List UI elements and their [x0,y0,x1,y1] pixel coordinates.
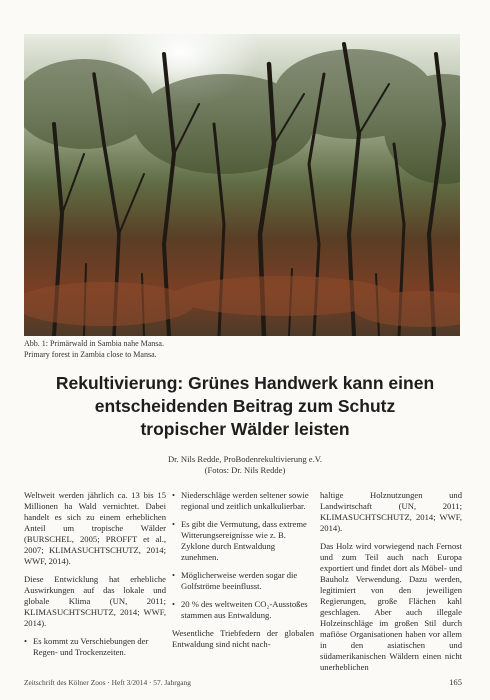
paragraph: Weltweit werden jährlich ca. 13 bis 15 Millionen ha Wald vernichtet. Dabei handelt es sich zu einem erheblichen Anteil um tropische Wälder (BURSCHEL, 2005; PROFFT et al., 2007; KLIMASUCHTSCHUTZ, 2014; WWF, 2014). [24,490,166,566]
headline-line-2: entscheidenden Beitrag zum Schutz [94,396,396,416]
bullet-icon: • [172,570,176,580]
paragraph: Diese Entwicklung hat erhebliche Auswirkungen auf das lokale und globale Klima (UN, 2011; KLIMASUCHTSCHUTZ, 2014; WWF, 2014). [24,574,166,628]
paragraph: Das Holz wird vorwiegend nach Fernost und zum Teil auch nach Europa exportiert und findet dort als Möbel- und Bauholz Verwendung. Dazu werden, legitimiert von den jeweiligen Regierungen, große Flächen kahl geschlagen. Aber auch illegale Holzeinschläge im großen Stil durch mafiöse Organisationen haben vor allem in den asiatischen und südamerikanischen Wäldern einen nicht unerheblichen [320,541,462,672]
bullet-icon: • [172,519,176,529]
bullet-list [24,636,166,658]
journal-info: Zeitschrift des Kölner Zoos · Heft 3/2014 · 57. Jahrgang [24,678,191,687]
text-column-1 [24,490,166,665]
list-item [24,636,166,658]
page-number: 165 [449,677,462,687]
text-column-3 [320,490,462,680]
caption-german: Abb. 1: Primärwald in Sambia nahe Mansa. [24,339,164,348]
bullet-icon: • [24,636,28,646]
list-item-text: Es kommt zu Verschiebungen der Regen- und Trockenzeiten. [33,636,149,657]
text-column-2 [172,490,314,657]
author-name: Dr. Nils Redde, ProBodenrekultivierung e.V. [167,454,323,464]
bullet-icon: • [172,490,176,500]
paragraph: haltige Holznutzungen und Landwirtschaft (UN, 2011; KLIMASUCHTSCHUTZ, 2014; WWF, 2014). [320,490,462,533]
photo-credit: (Fotos: Dr. Nils Redde) [204,465,286,475]
list-item [172,570,314,592]
forest-photo [24,34,460,336]
headline-line-3: tropischer Wälder leisten [140,419,350,439]
list-item-text: Es gibt die Vermutung, dass extreme Witterungsereignisse wie z. B. Zyklone durch Entwaldung zunehmen. [181,519,307,562]
photo-caption [24,339,324,360]
forest-illustration [24,34,460,336]
page-footer [24,678,462,687]
author-credit [20,454,470,476]
list-item-text: Möglicherweise werden sogar die Golfströme beeinflusst. [181,570,298,591]
bullet-icon: • [172,599,176,609]
bullet-list [172,490,314,621]
list-item [172,519,314,563]
list-item [172,490,314,512]
paragraph: Wesentliche Triebfedern der globalen Entwaldung sind nicht nach- [172,628,314,649]
list-item-text: 20 % des weltweiten CO₂-Ausstoßes stammen aus Entwaldung. [181,599,308,620]
list-item-text: Niederschläge werden seltener sowie regional und zeitlich unkalkulierbar. [181,490,309,511]
caption-english: Primary forest in Zambia close to Mansa. [24,349,157,359]
article-headline [20,372,470,441]
headline-line-1: Rekultivierung: Grünes Handwerk kann einen [55,373,435,393]
list-item [172,599,314,621]
